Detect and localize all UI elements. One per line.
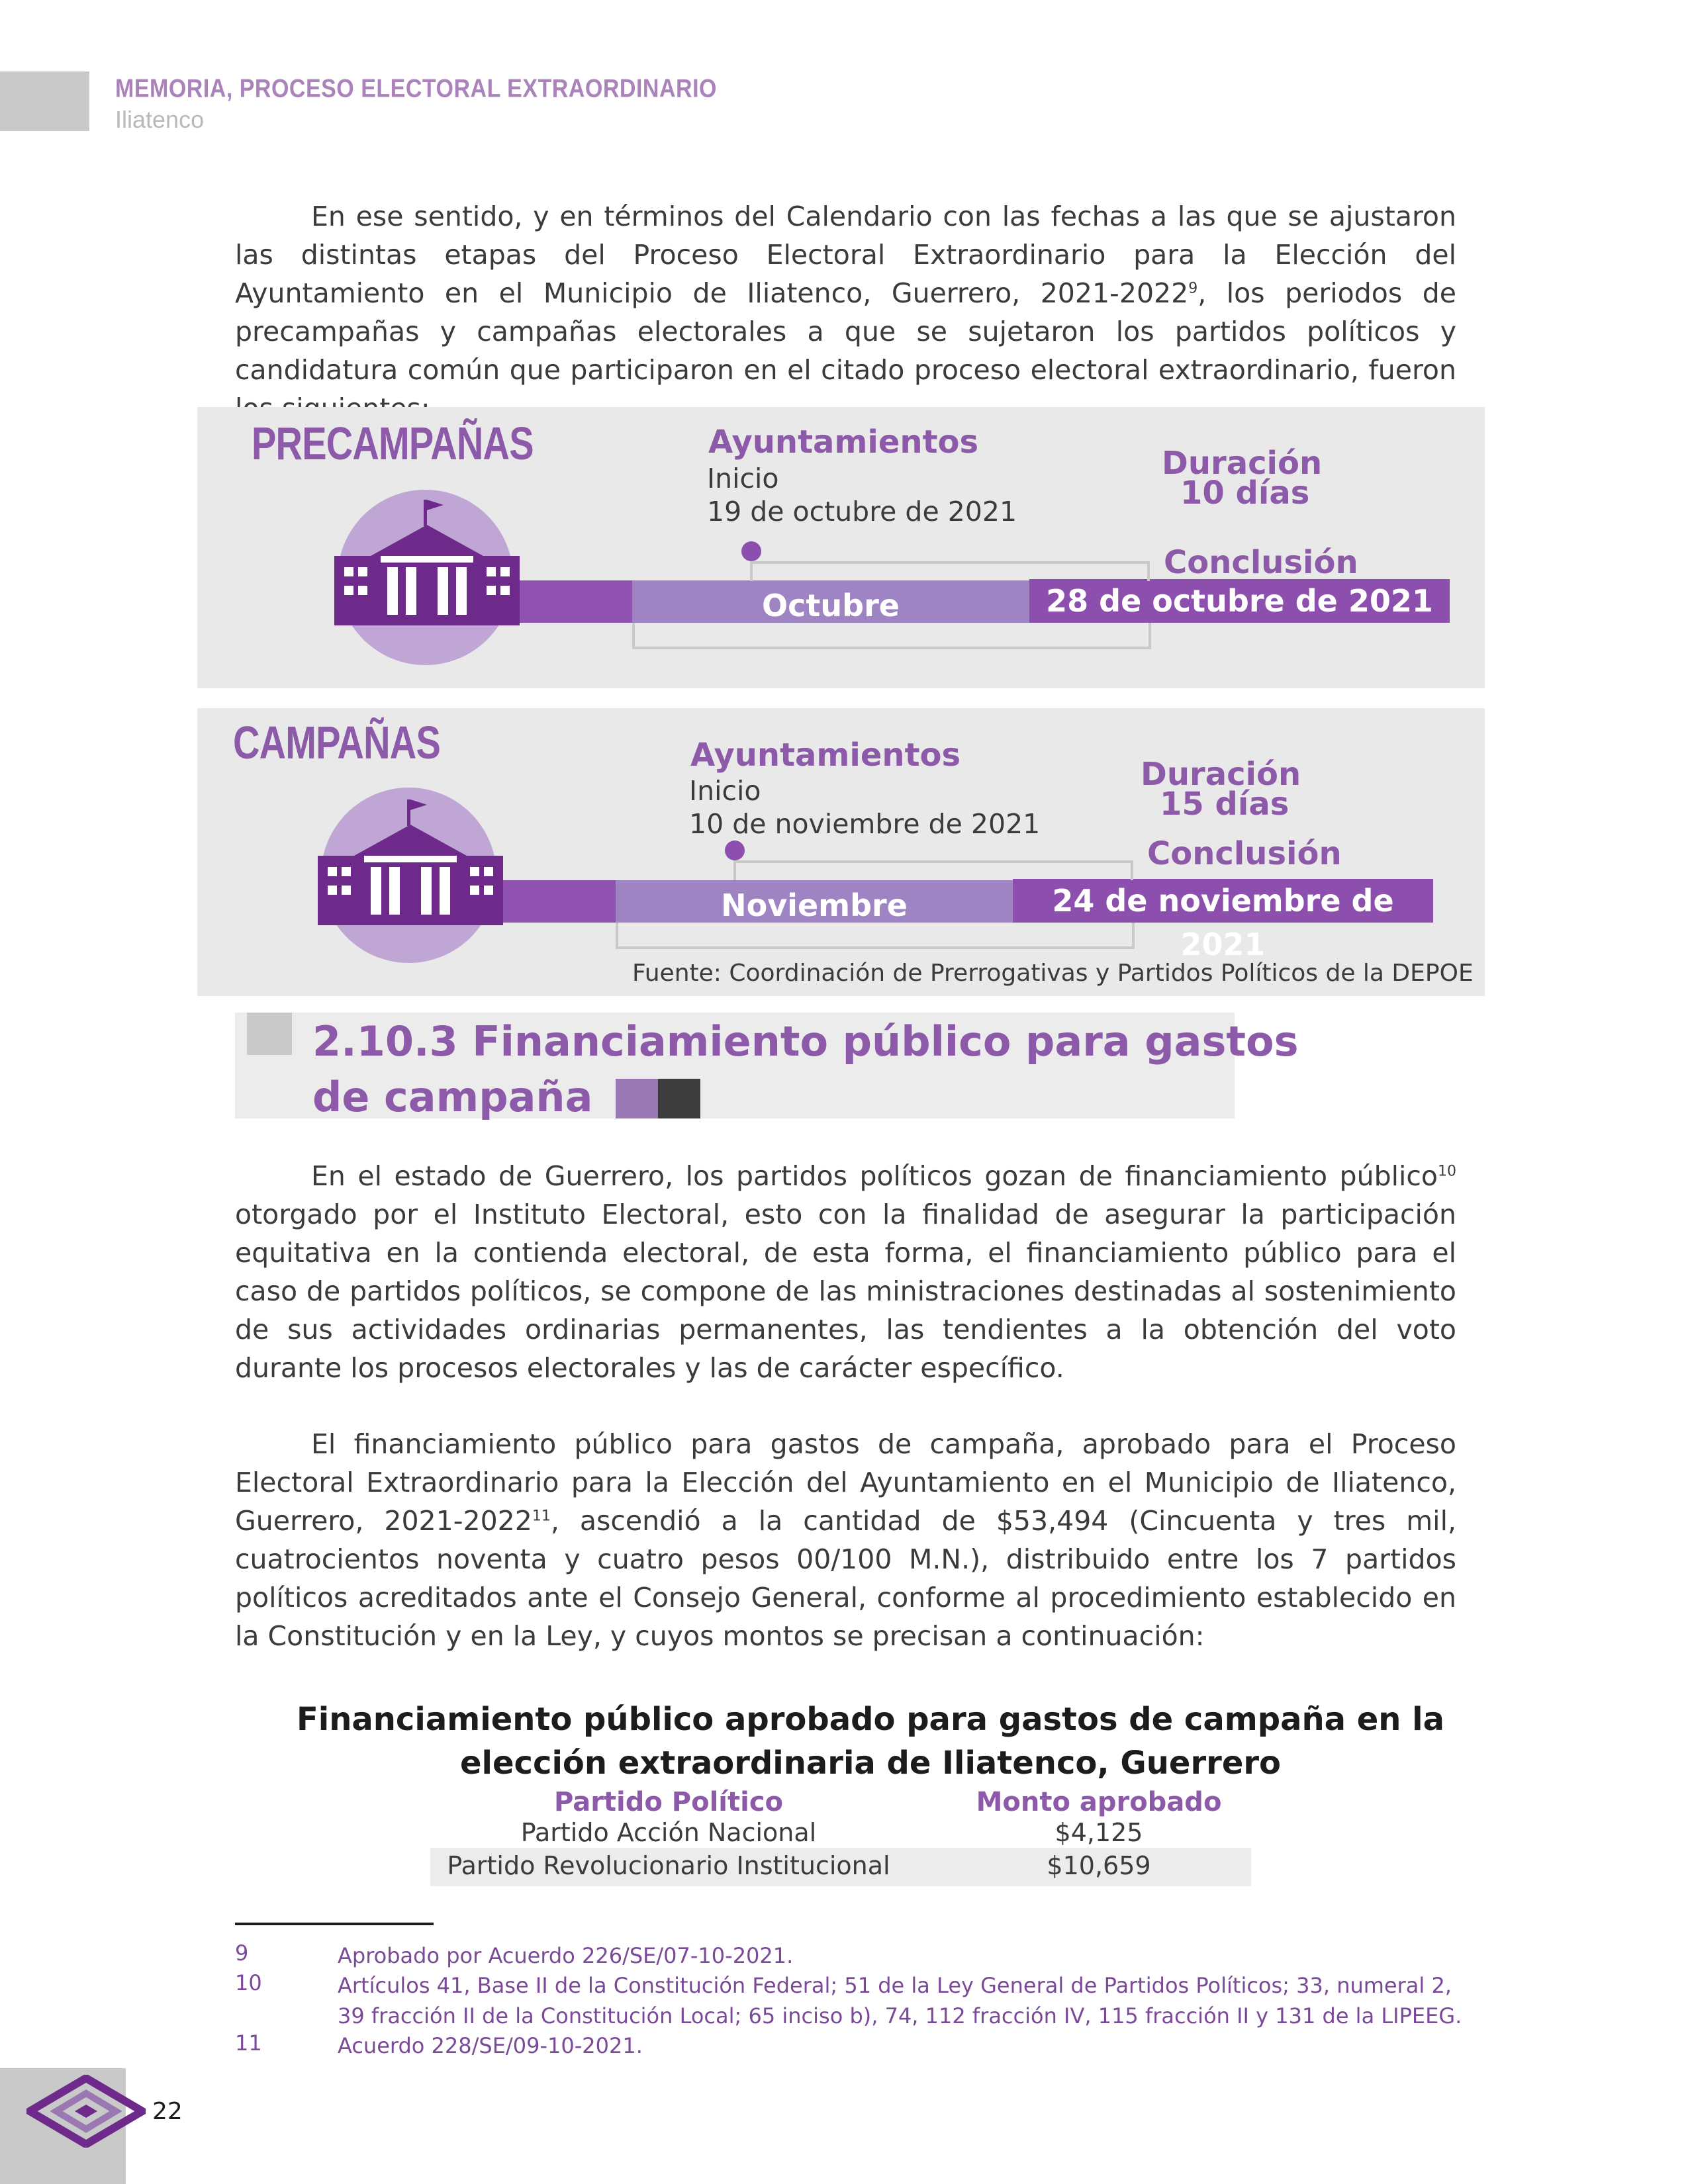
precampanas-bracket xyxy=(632,623,1151,649)
financing-paragraph-2 xyxy=(235,1425,1456,1655)
footnote-text-9: Aprobado por Acuerdo 226/SE/07-10-2021. xyxy=(338,1943,794,1968)
precampanas-duracion: Duración xyxy=(1162,445,1323,482)
campanas-month-bar: Noviembre xyxy=(616,880,1013,923)
para2-text-2: , ascendió a la cantidad de $53,494 (Cincuenta y tres mil, cuatrocientos noventa y cuatro pesos 00/100 M.N.), distribuido entre los 7 partidos políticos acreditados ante el Consejo General, conforme al procedimiento establecido en la Constitución y en la Ley, y cuyos montos se precisan a continuación: xyxy=(235,1505,1456,1652)
building-icon xyxy=(318,793,503,925)
campanas-conclusion: Conclusión xyxy=(1147,835,1342,872)
campanas-inicio-fecha: 10 de noviembre de 2021 xyxy=(689,808,1041,840)
footnote-ref-9[interactable]: 9 xyxy=(1188,280,1198,297)
footnote-text-10: Artículos 41, Base II de la Constitución Federal; 51 de la Ley General de Partidos Políticos; 33, numeral 2, 39 fracción II de la Constitución Local; 65 inciso b), 74, 112 fracción IV, 115 fracción II y 131 de la LIPEEG. xyxy=(338,1973,1462,2028)
footnote-ref-10[interactable]: 10 xyxy=(1438,1163,1456,1180)
precampanas-end-line xyxy=(1147,561,1150,581)
footnote-ref-11[interactable]: 11 xyxy=(532,1508,551,1525)
footnote-text-11: Acuerdo 228/SE/09-10-2021. xyxy=(338,2033,643,2058)
precampanas-start-line xyxy=(750,561,753,581)
precampanas-inicio: Inicio xyxy=(707,463,779,494)
table-cell-partido-0: Partido Acción Nacional xyxy=(520,1818,817,1847)
section-title-line1: 2.10.3 Financiamiento público para gastos xyxy=(312,1017,1299,1066)
intro-text-2: , los periodos de precampañas y campañas electorales a que se sujetaron los partidos políticos y candidatura común que participaron en el citado proceso electoral extraordinario, fueron xyxy=(235,277,1456,386)
para1-text: En el estado de Guerrero, los partidos políticos gozan de financiamiento público xyxy=(311,1160,1438,1192)
header-title: MEMORIA, PROCESO ELECTORAL EXTRAORDINARIO xyxy=(115,74,717,103)
table-header-monto: Monto aprobado xyxy=(976,1787,1222,1817)
para2-text: El financiamiento público para gastos de campaña, aprobado para el Proceso Electoral Extraordinario para la Elección del Ayuntamiento en el Municipio de Iliatenco, Guerrero, 2021-2022 xyxy=(235,1428,1456,1537)
section-title-line2: de campaña xyxy=(312,1073,593,1121)
campanas-start-dot xyxy=(725,841,745,860)
footnote-rule xyxy=(235,1923,434,1925)
header-accent-bar xyxy=(0,71,89,131)
campanas-ayuntamientos: Ayuntamientos xyxy=(690,737,961,774)
logo-icon xyxy=(26,2075,146,2148)
footnote-num-9: 9 xyxy=(235,1940,249,1966)
financing-paragraph-1 xyxy=(235,1157,1456,1387)
campanas-timeline-bar xyxy=(496,880,616,923)
precampanas-start-dot xyxy=(741,541,761,561)
table-cell-monto-1: $10,659 xyxy=(1047,1851,1151,1880)
campanas-start-line xyxy=(733,860,736,880)
intro-text: En ese sentido, y en términos del Calendario con las fechas a las que se ajustaron las distintas etapas del Proceso Electoral Extraordinario para la Elección del Ayuntamiento en el Municipio de Iliatenco, Guerrero, 2021-2022 xyxy=(235,201,1456,309)
precampanas-month-bar: Octubre xyxy=(632,580,1029,623)
intro-paragraph xyxy=(235,197,1456,428)
precampanas-conclusion-date: 28 de octubre de 2021 xyxy=(1029,579,1450,623)
precampanas-inicio-fecha: 19 de octubre de 2021 xyxy=(707,496,1017,527)
table-cell-monto-0: $4,125 xyxy=(1055,1818,1143,1847)
campanas-duracion-valor: 15 días xyxy=(1160,786,1289,823)
source-caption: Fuente: Coordinación de Prerrogativas y Partidos Políticos de la DEPOE xyxy=(632,960,1474,987)
section-heading-square xyxy=(247,1013,292,1055)
campanas-conclusion-date: 24 de noviembre de 2021 xyxy=(1013,879,1433,923)
campanas-end-line xyxy=(1131,860,1133,880)
precampanas-duracion-valor: 10 días xyxy=(1180,475,1310,512)
campanas-bracket xyxy=(616,923,1135,949)
table-header-partido: Partido Político xyxy=(553,1787,784,1817)
campanas-top-line xyxy=(733,860,1131,863)
campanas-duracion: Duración xyxy=(1141,756,1301,793)
precampanas-ayuntamientos: Ayuntamientos xyxy=(708,424,979,461)
building-icon xyxy=(334,493,520,625)
precampanas-timeline-bar xyxy=(513,580,632,623)
section-title xyxy=(312,1014,1298,1125)
table-cell-partido-1: Partido Revolucionario Institucional xyxy=(447,1851,890,1880)
footnote-num-11: 11 xyxy=(235,2030,262,2056)
precampanas-conclusion: Conclusión xyxy=(1164,544,1358,581)
table-title-line2: elección extraordinaria de Iliatenco, Guerrero xyxy=(459,1745,1282,1782)
section-deco-square-dark xyxy=(658,1079,700,1118)
table-title xyxy=(278,1698,1463,1785)
campanas-heading: CAMPAÑAS xyxy=(233,717,441,768)
precampanas-top-line xyxy=(750,561,1147,564)
footnote-num-10: 10 xyxy=(235,1970,262,1995)
section-deco-square-purple xyxy=(616,1079,658,1118)
para1-text-2: otorgado por el Instituto Electoral, esto con la finalidad de asegurar la participación equitativa en la contienda electoral, de esta forma, el financiamiento público para el caso de partidos políticos, se compone de las ministraciones destinadas al sostenimiento de sus actividades ordinarias permanentes, las tendientes a la obtención del voto durante los procesos electorales y las de carácter específico. xyxy=(235,1199,1456,1384)
table-title-line1: Financiamiento público aprobado para gastos de campaña en la xyxy=(296,1701,1445,1738)
precampanas-heading: PRECAMPAÑAS xyxy=(252,418,534,469)
page-number: 22 xyxy=(152,2098,183,2125)
campanas-inicio: Inicio xyxy=(689,775,761,807)
header-subtitle: Iliatenco xyxy=(115,106,205,133)
